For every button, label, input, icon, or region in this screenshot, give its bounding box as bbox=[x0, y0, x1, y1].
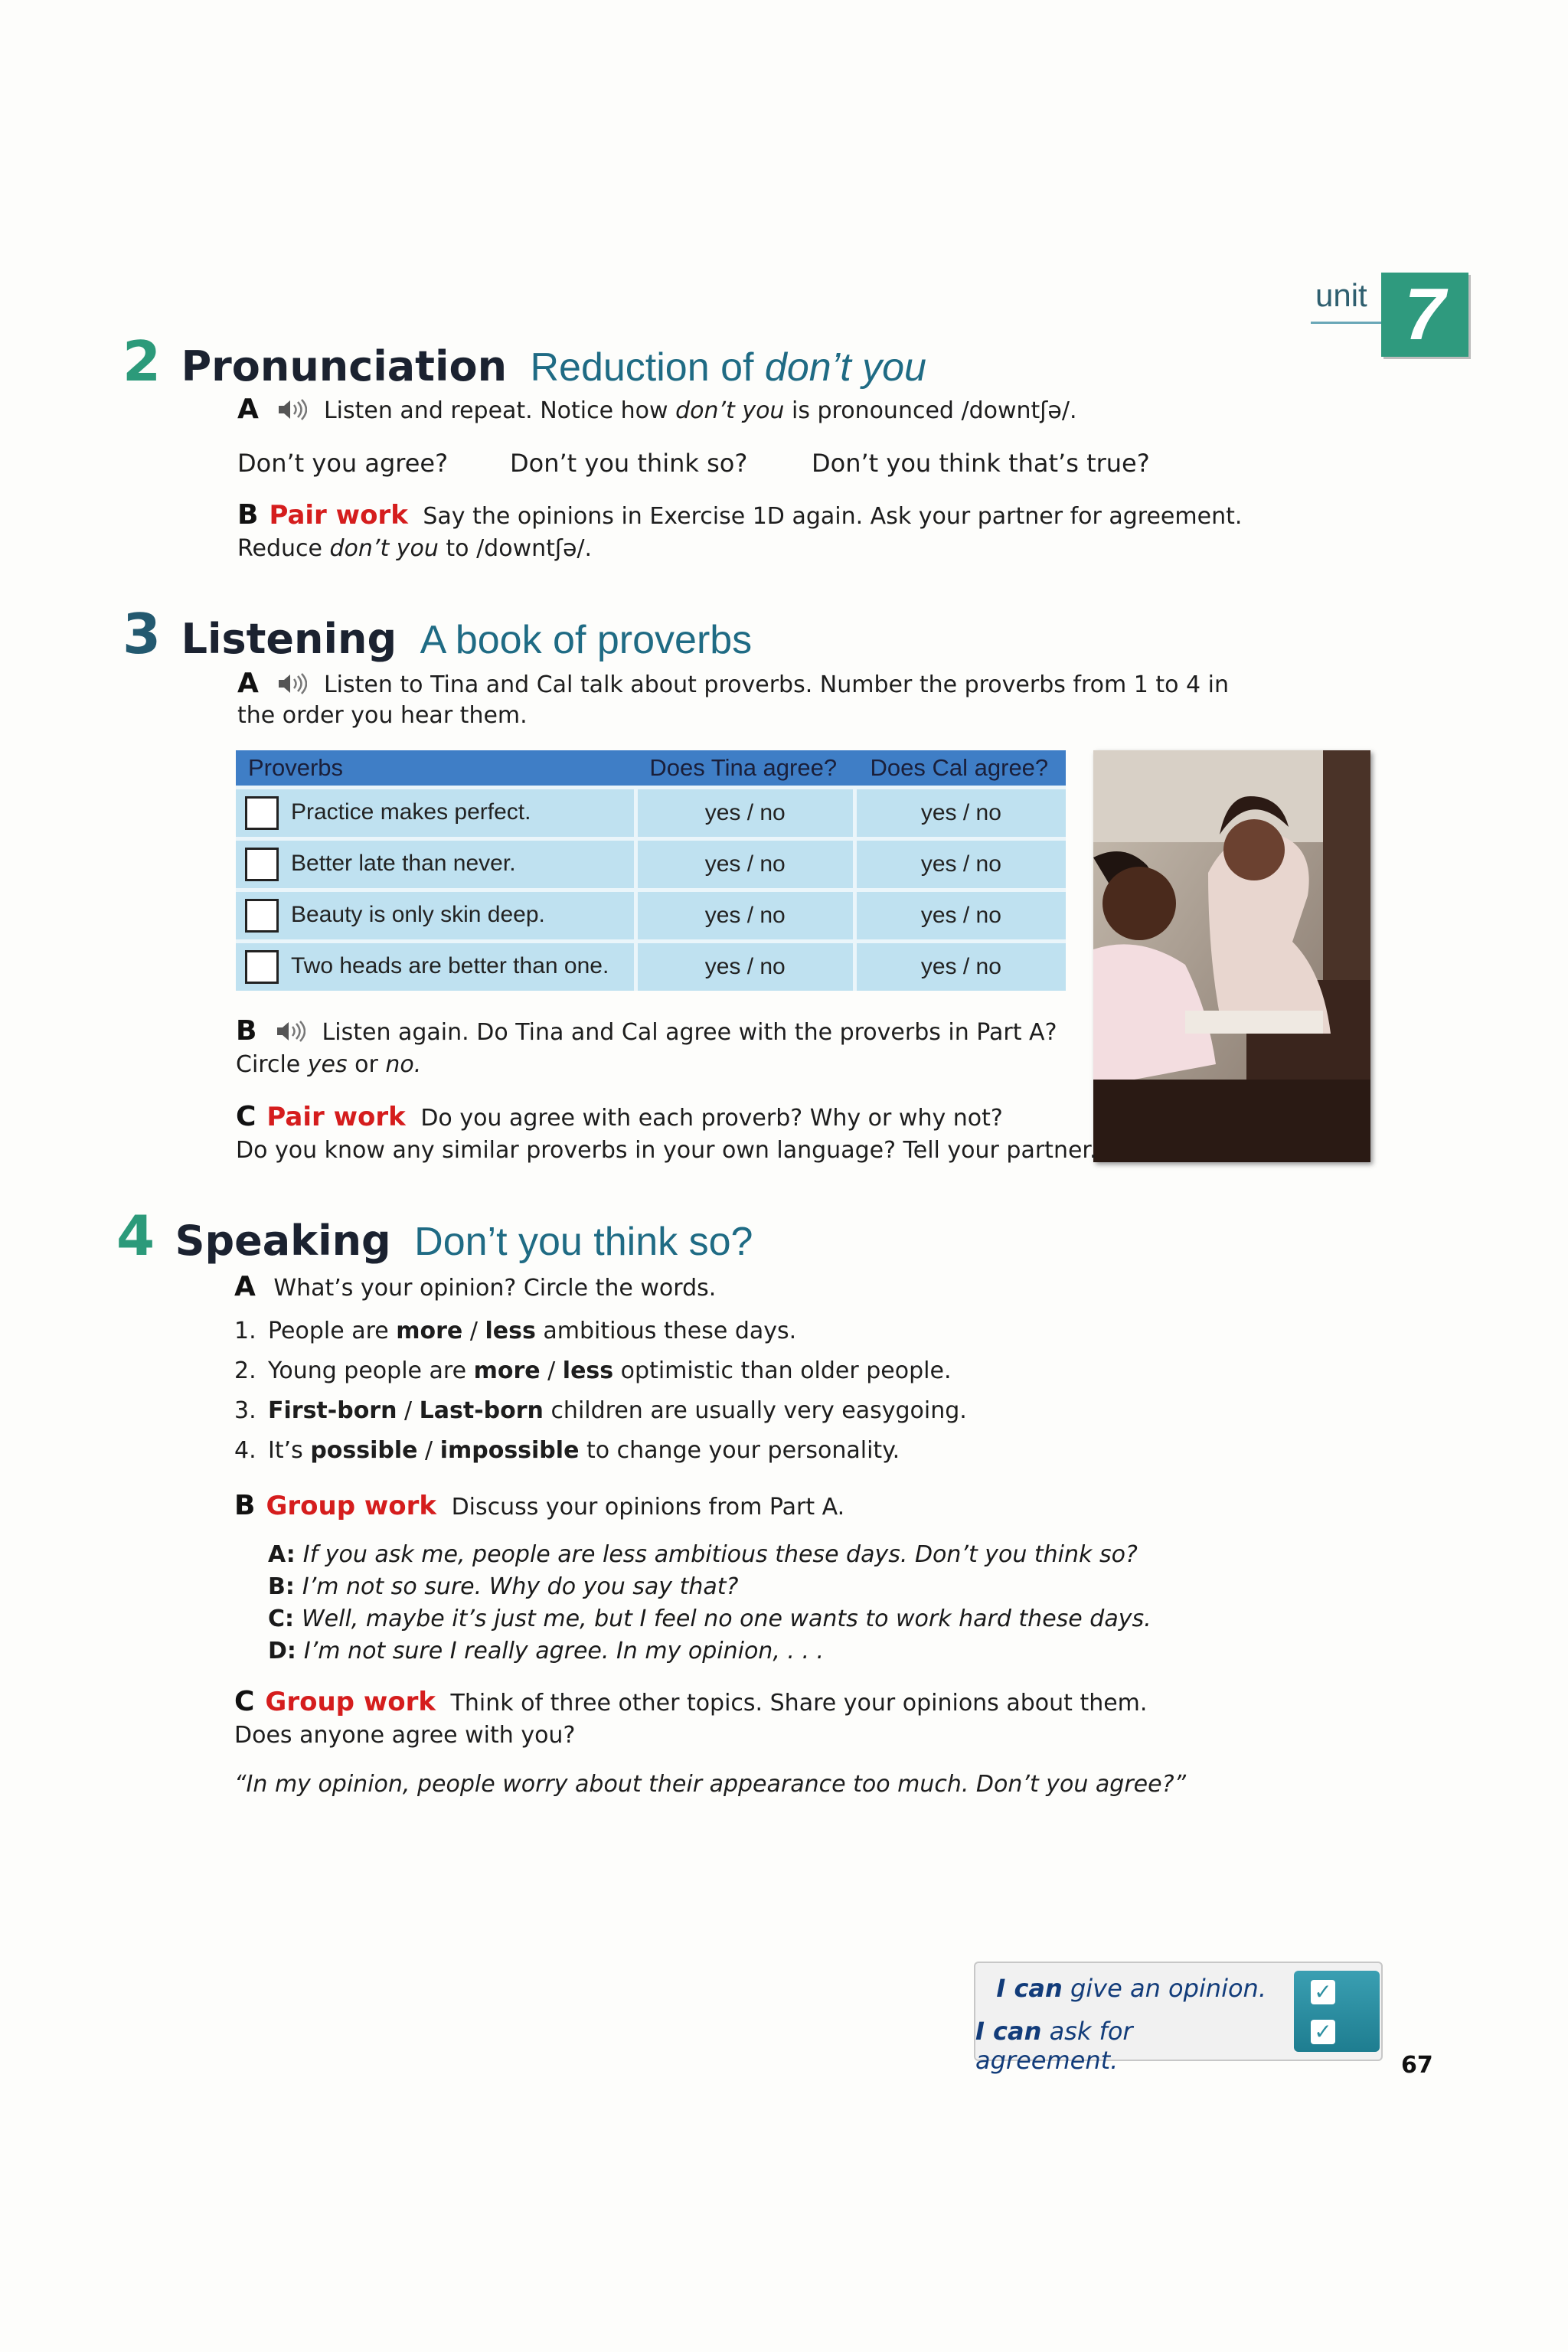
tina-answer[interactable]: yes / no bbox=[634, 888, 853, 939]
section-3-part-b-line2: Circle yes or no. bbox=[236, 1051, 422, 1078]
section-title: Listening bbox=[181, 615, 397, 663]
section-subtitle: A book of proverbs bbox=[420, 618, 753, 662]
speaker-icon[interactable] bbox=[276, 398, 307, 421]
can-do-item: I can give an opinion. bbox=[996, 1974, 1266, 2003]
column-header-tina: Does Tina agree? bbox=[634, 750, 853, 786]
option-word[interactable]: more bbox=[396, 1318, 463, 1344]
tina-answer[interactable]: yes / no bbox=[634, 786, 853, 837]
speaker-icon[interactable] bbox=[275, 1020, 305, 1043]
group-work-label: Group work bbox=[266, 1491, 437, 1521]
proverb-text: Beauty is only skin deep. bbox=[291, 901, 545, 927]
option-word[interactable]: First-born bbox=[268, 1397, 397, 1424]
section-title: Pronunciation bbox=[181, 342, 508, 390]
part-letter: A bbox=[237, 394, 259, 425]
option-word[interactable]: less bbox=[562, 1357, 614, 1384]
list-item: 2. Young people are more / less optimistic than older people. bbox=[234, 1357, 952, 1384]
section-number: 2 bbox=[122, 329, 162, 394]
section-4-part-a: A What’s your opinion? Circle the words. bbox=[234, 1271, 717, 1302]
proverbs-table bbox=[236, 750, 1066, 991]
proverb-text: Two heads are better than one. bbox=[291, 952, 609, 978]
dialog-line: D: I’m not sure I really agree. In my opinion, . . . bbox=[268, 1638, 825, 1664]
column-header-proverbs: Proverbs bbox=[236, 750, 634, 786]
section-subtitle: Don’t you think so? bbox=[414, 1220, 753, 1264]
unit-number-badge: 7 bbox=[1381, 273, 1468, 357]
table-row bbox=[236, 786, 1066, 837]
table-header-row bbox=[236, 750, 1066, 786]
part-letter: B bbox=[237, 499, 259, 531]
part-letter: A bbox=[234, 1271, 256, 1302]
checkbox-icon[interactable] bbox=[245, 899, 279, 933]
phrase-3: Don’t you think that’s true? bbox=[812, 449, 1150, 478]
section-number: 3 bbox=[122, 602, 162, 666]
cal-answer[interactable]: yes / no bbox=[853, 888, 1066, 939]
section-title: Speaking bbox=[175, 1217, 391, 1265]
example-quote: “In my opinion, people worry about their appearance too much. Don’t you agree?” bbox=[234, 1771, 1187, 1798]
section-2-part-b-line2: Reduce don’t you to /downtʃə/. bbox=[237, 535, 593, 562]
part-letter: C bbox=[236, 1101, 256, 1132]
proverb-text: Better late than never. bbox=[291, 850, 516, 876]
pair-work-label: Pair work bbox=[269, 500, 408, 531]
checkbox-icon[interactable] bbox=[245, 950, 279, 984]
tina-answer[interactable]: yes / no bbox=[634, 939, 853, 991]
opinion-list bbox=[234, 1315, 967, 1475]
section-subtitle: Reduction of don’t you bbox=[530, 345, 926, 390]
table-row bbox=[236, 837, 1066, 888]
option-word[interactable]: impossible bbox=[439, 1437, 580, 1464]
section-4-part-b: B Group work Discuss your opinions from Part A. bbox=[234, 1490, 845, 1521]
can-do-tab bbox=[1294, 1971, 1380, 2052]
unit-underline bbox=[1311, 322, 1387, 324]
dialog-line: C: Well, maybe it’s just me, but I feel no one wants to work hard these days. bbox=[268, 1606, 1152, 1632]
column-header-cal: Does Cal agree? bbox=[853, 750, 1066, 786]
pair-work-label: Pair work bbox=[266, 1102, 406, 1132]
check-icon[interactable]: ✓ bbox=[1311, 2020, 1335, 2044]
part-letter: B bbox=[236, 1015, 257, 1047]
section-4-part-c: C Group work Think of three other topics. Share your opinions about them. bbox=[234, 1686, 1148, 1717]
list-item: 1. People are more / less ambitious these days. bbox=[234, 1318, 797, 1344]
section-3-part-c: C Pair work Do you agree with each proverb? Why or why not? bbox=[236, 1101, 1003, 1132]
option-word[interactable]: possible bbox=[310, 1437, 418, 1464]
option-word[interactable]: Last-born bbox=[419, 1397, 544, 1424]
option-word[interactable]: less bbox=[485, 1318, 536, 1344]
tina-answer[interactable]: yes / no bbox=[634, 837, 853, 888]
checkbox-icon[interactable] bbox=[245, 848, 279, 881]
section-4-part-c-line2: Does anyone agree with you? bbox=[234, 1722, 576, 1749]
part-letter: A bbox=[237, 668, 259, 699]
cal-answer[interactable]: yes / no bbox=[853, 786, 1066, 837]
can-do-item: I can ask for agreement. bbox=[975, 2017, 1133, 2075]
proverb-text: Practice makes perfect. bbox=[291, 799, 531, 825]
piano-photo bbox=[1093, 750, 1370, 1162]
section-2-part-a: A Listen and repeat. Notice how don’t you is pronounced /downtʃə/. bbox=[237, 394, 1077, 425]
phrase-1: Don’t you agree? bbox=[237, 449, 449, 478]
section-3-part-a: A Listen to Tina and Cal talk about proverbs. Number the proverbs from 1 to 4 in bbox=[237, 668, 1230, 699]
section-3-part-a-line2: the order you hear them. bbox=[237, 702, 528, 729]
table-row bbox=[236, 939, 1066, 991]
section-3-part-c-line2: Do you know any similar proverbs in your own language? Tell your partner. bbox=[236, 1137, 1097, 1164]
list-item: 3. First-born / Last-born children are usually very easygoing. bbox=[234, 1397, 967, 1424]
dialog-line: A: If you ask me, people are less ambitious these days. Don’t you think so? bbox=[268, 1541, 1138, 1568]
section-2-part-b: B Pair work Say the opinions in Exercise 1D again. Ask your partner for agreement. bbox=[237, 499, 1243, 531]
cal-answer[interactable]: yes / no bbox=[853, 837, 1066, 888]
checkbox-icon[interactable] bbox=[245, 796, 279, 830]
part-letter: C bbox=[234, 1686, 255, 1717]
page-number: 67 bbox=[1401, 2052, 1433, 2079]
group-work-label: Group work bbox=[265, 1687, 436, 1717]
unit-label: unit bbox=[1315, 277, 1367, 313]
list-item: 4. It’s possible / impossible to change your personality. bbox=[234, 1437, 900, 1464]
section-3-heading bbox=[122, 603, 752, 671]
section-3-part-b: B Listen again. Do Tina and Cal agree with the proverbs in Part A? bbox=[236, 1015, 1057, 1047]
section-4-heading bbox=[116, 1205, 753, 1272]
part-letter: B bbox=[234, 1490, 256, 1521]
cal-answer[interactable]: yes / no bbox=[853, 939, 1066, 991]
dialog bbox=[268, 1539, 1152, 1668]
check-icon[interactable]: ✓ bbox=[1311, 1980, 1335, 2004]
section-number: 4 bbox=[116, 1204, 155, 1268]
phrase-2: Don’t you think so? bbox=[510, 449, 748, 478]
dialog-line: B: I’m not so sure. Why do you say that? bbox=[268, 1573, 739, 1600]
section-2-heading bbox=[122, 331, 926, 398]
table-row bbox=[236, 888, 1066, 939]
speaker-icon[interactable] bbox=[276, 672, 307, 695]
option-word[interactable]: more bbox=[473, 1357, 541, 1384]
